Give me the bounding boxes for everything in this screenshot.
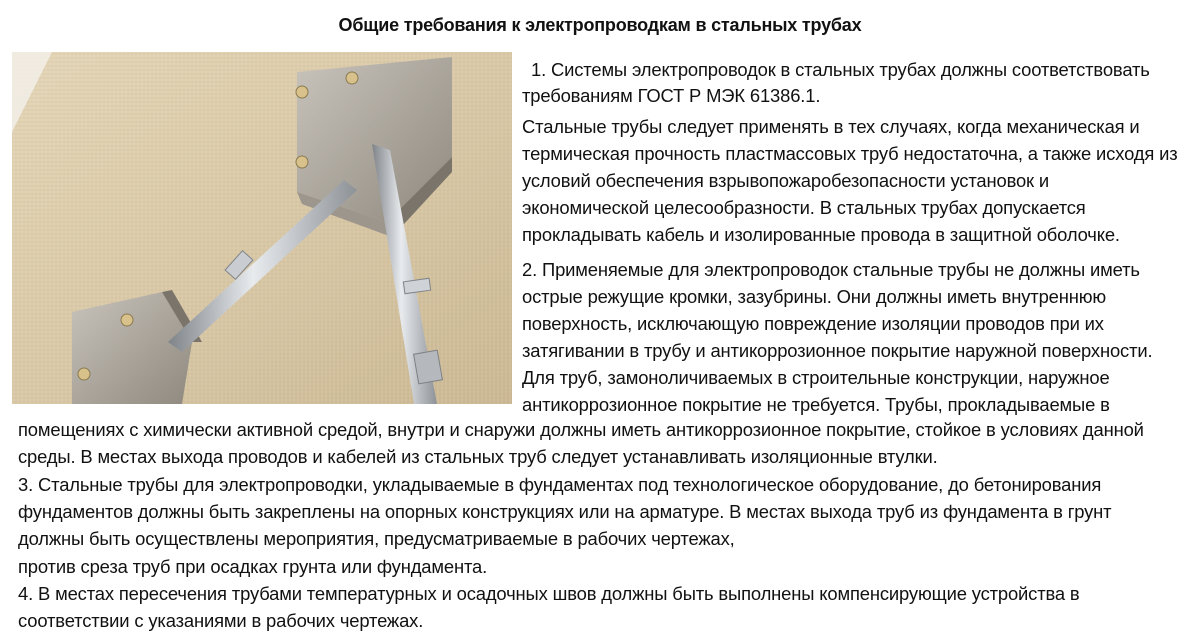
paragraph-line: помещениях с химически активной средой, внутри и снаружи должны иметь антикоррозионное покрытие, стойкое в условиях данной — [18, 419, 1144, 440]
conduit-illustration — [12, 52, 512, 404]
paragraph-line: Стальные трубы следует применять в тех случаях, когда механическая и — [522, 116, 1140, 137]
steel-conduit-photo — [12, 52, 512, 404]
paragraph-line: условий обеспечения взрывопожаробезопасности установок и — [522, 170, 1050, 191]
paragraph-line: фундаментов должны быть закреплены на опорных конструкциях или на арматуре. В местах выхода труб из фундамента в грунт — [18, 501, 1112, 522]
paragraph-line: экономической целесообразности. В стальных трубах допускается — [522, 197, 1086, 218]
paragraph-line: острые режущие кромки, зазубрины. Они должны иметь внутреннюю — [522, 286, 1107, 307]
paragraph-line: 4. В местах пересечения трубами температурных и осадочных швов должны быть выполнены компенсирующие устройства в — [18, 583, 1080, 604]
paragraph-line: затягивании в трубу и антикоррозионное покрытие наружной поверхности. — [522, 340, 1153, 361]
paragraph-line: Для труб, замоноличиваемых в строительные конструкции, наружное — [522, 367, 1110, 388]
paragraph-line: требованиям ГОСТ Р МЭК 61386.1. — [522, 85, 821, 106]
paragraph-line: поверхность, исключающую повреждение изоляции проводов при их — [522, 313, 1104, 334]
paragraph-line: среды. В местах выхода проводов и кабелей из стальных труб следует устанавливать изоляционные втулки. — [18, 446, 938, 467]
paragraph-line: 3. Стальные трубы для электропроводки, укладываемые в фундаментах под технологическое оборудование, до бетонирования — [18, 474, 1102, 495]
paragraph-line: соответствии с указаниями в рабочих чертежах. — [18, 610, 424, 631]
page-title: Общие требования к электропроводкам в стальных трубах — [338, 15, 862, 35]
paragraph-line: антикоррозионное покрытие не требуется. Трубы, прокладываемые в — [522, 394, 1110, 415]
paragraph-line: прокладывать кабель и изолированные провода в защитной оболочке. — [522, 224, 1120, 245]
paragraph-line: 2. Применяемые для электропроводок стальные трубы не должны иметь — [522, 259, 1140, 280]
paragraph-line: термическая прочность пластмассовых труб недостаточна, а также исходя из — [522, 143, 1178, 164]
paragraph-line: против среза труб при осадках грунта или фундамента. — [18, 556, 488, 577]
paragraph-line: должны быть осуществлены мероприятия, предусматриваемые в рабочих чертежах, — [18, 528, 735, 549]
paragraph-line: 1. Системы электропроводок в стальных трубах должны соответствовать — [531, 59, 1150, 80]
